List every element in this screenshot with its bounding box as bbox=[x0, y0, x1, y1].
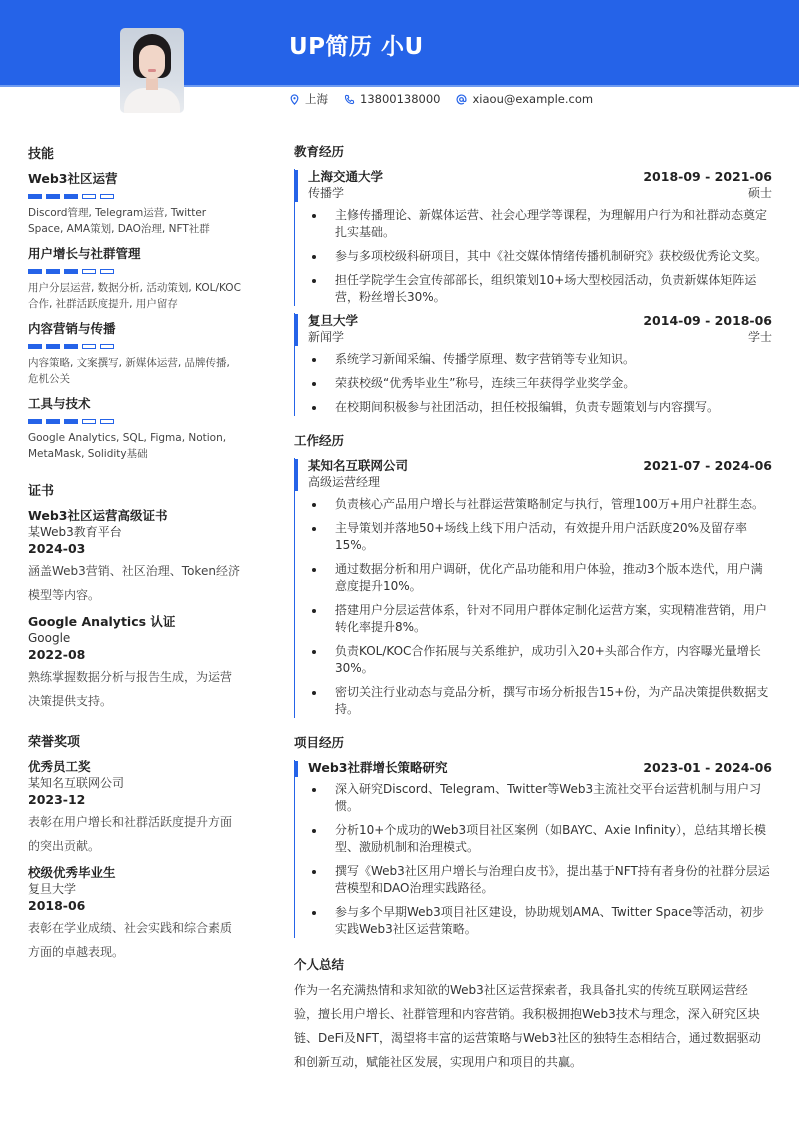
bullet-item: 主修传播理论、新媒体运营、社会心理学等课程，为理解用户行为和社群动态奠定扎实基础。 bbox=[308, 207, 772, 241]
location-text: 上海 bbox=[305, 92, 328, 106]
contact-phone bbox=[344, 92, 440, 106]
certificates-title: 证书 bbox=[28, 484, 55, 499]
bullet-item: 主导策划并落地50+场线上线下用户活动，有效提升用户活跃度20%及留存率15%。 bbox=[308, 520, 772, 554]
phone-text: 13800138000 bbox=[360, 92, 441, 106]
job-role: 高级运营经理 bbox=[308, 475, 381, 489]
cert-title: Web3社区运营高级证书 bbox=[28, 508, 168, 523]
avatar-photo bbox=[120, 28, 184, 113]
award-date: 2018-06 bbox=[28, 898, 86, 913]
skill-desc: Google Analytics, SQL, Figma, Notion, MetaMask, Solidity基础 bbox=[28, 432, 227, 460]
resume-name: UP简历 小U bbox=[289, 34, 424, 60]
degree: 硕士 bbox=[747, 186, 772, 200]
accent-bar bbox=[294, 761, 298, 777]
projects-title: 项目经历 bbox=[294, 735, 345, 750]
major: 传播学 bbox=[308, 186, 345, 200]
bullet-item: 撰写《Web3社区用户增长与治理白皮书》，提出基于NFT持有者身份的社群分层运营模型和DAO治理实践路径。 bbox=[308, 863, 772, 897]
cert-desc: 涵盖Web3营销、社区治理、Token经济模型等内容。 bbox=[28, 564, 240, 602]
cert-date: 2024-03 bbox=[28, 541, 86, 556]
contact-email bbox=[456, 92, 593, 106]
bullet-item: 负责KOL/KOC合作拓展与关系维护，成功引入20+头部合作方，内容曝光量增长30%。 bbox=[308, 643, 772, 677]
certificate-item bbox=[28, 507, 243, 607]
award-item bbox=[28, 864, 243, 964]
date-range: 2014-09 - 2018-06 bbox=[643, 313, 772, 328]
project-name: Web3社群增长策略研究 bbox=[308, 760, 448, 775]
phone-icon bbox=[344, 94, 355, 105]
date-range: 2021-07 - 2024-06 bbox=[643, 458, 772, 473]
bullet-list bbox=[308, 781, 772, 938]
bullet-item: 搭建用户分层运营体系，针对不同用户群体定制化运营方案，实现精准营销，用户转化率提升8%。 bbox=[308, 602, 772, 636]
bullet-list bbox=[308, 496, 772, 718]
award-item bbox=[28, 758, 243, 858]
award-desc: 表彰在用户增长和社群活跃度提升方面的突出贡献。 bbox=[28, 815, 233, 853]
bullet-list bbox=[308, 351, 772, 416]
education-title: 教育经历 bbox=[294, 144, 345, 159]
bullet-item: 参与多项校级科研项目，其中《社交媒体情绪传播机制研究》获校级优秀论文奖。 bbox=[308, 248, 772, 265]
contact-line bbox=[289, 91, 609, 107]
bullet-item: 参与多个早期Web3项目社区建设，协助规划AMA、Twitter Space等活动，初步实践Web3社区运营策略。 bbox=[308, 904, 772, 938]
summary-title: 个人总结 bbox=[294, 957, 345, 972]
skill-level-bar bbox=[28, 344, 243, 349]
degree: 学士 bbox=[747, 330, 772, 344]
skill-item bbox=[28, 320, 243, 387]
company-name: 某知名互联网公司 bbox=[308, 458, 409, 473]
award-desc: 表彰在学业成绩、社会实践和综合素质方面的卓越表现。 bbox=[28, 921, 233, 959]
bullet-list bbox=[308, 207, 772, 306]
skill-level-bar bbox=[28, 269, 243, 274]
skill-name: 工具与技术 bbox=[28, 396, 91, 411]
skill-item bbox=[28, 170, 243, 237]
accent-bar bbox=[294, 314, 298, 346]
cert-desc: 熟练掌握数据分析与报告生成，为运营决策提供支持。 bbox=[28, 670, 233, 708]
accent-bar bbox=[294, 459, 298, 491]
skill-desc: Discord管理, Telegram运营, Twitter Space, AMA策划, DAO治理, NFT社群 bbox=[28, 207, 210, 235]
at-sign-icon bbox=[456, 94, 467, 105]
education-entry bbox=[294, 169, 772, 306]
award-org: 某知名互联网公司 bbox=[28, 776, 125, 790]
bullet-item: 通过数据分析和用户调研，优化产品功能和用户体验，推动3个版本迭代，用户满意度提升10%。 bbox=[308, 561, 772, 595]
skill-name: 内容营销与传播 bbox=[28, 321, 116, 336]
cert-title: Google Analytics 认证 bbox=[28, 614, 176, 629]
awards-title: 荣誉奖项 bbox=[28, 735, 81, 750]
major: 新闻学 bbox=[308, 330, 345, 344]
work-entry bbox=[294, 458, 772, 718]
skill-item bbox=[28, 245, 243, 312]
location-pin-icon bbox=[289, 94, 300, 105]
skill-desc: 用户分层运营, 数据分析, 活动策划, KOL/KOC合作, 社群活跃度提升, 用户留存 bbox=[28, 282, 241, 310]
date-range: 2023-01 - 2024-06 bbox=[643, 760, 772, 775]
bullet-item: 荣获校级“优秀毕业生”称号，连续三年获得学业奖学金。 bbox=[308, 375, 772, 392]
bullet-item: 在校期间积极参与社团活动，担任校报编辑，负责专题策划与内容撰写。 bbox=[308, 399, 772, 416]
bullet-item: 负责核心产品用户增长与社群运营策略制定与执行，管理100万+用户社群生态。 bbox=[308, 496, 772, 513]
skill-level-bar bbox=[28, 194, 243, 199]
email-text[interactable]: xiaou@example.com bbox=[472, 92, 594, 106]
cert-date: 2022-08 bbox=[28, 647, 86, 662]
left-column bbox=[28, 143, 243, 964]
school-name: 复旦大学 bbox=[308, 313, 359, 328]
education-entry bbox=[294, 313, 772, 416]
contact-location bbox=[289, 91, 328, 107]
cert-org: Google bbox=[28, 631, 71, 645]
right-column bbox=[294, 143, 772, 1074]
skill-name: Web3社区运营 bbox=[28, 171, 118, 186]
award-org: 复旦大学 bbox=[28, 882, 77, 896]
summary-text: 作为一名充满热情和求知欲的Web3社区运营探索者，我具备扎实的传统互联网运营经验，擅长用户增长、社群管理和内容营销。我积极拥抱Web3技术与理念，深入研究区块链、DeFi及NFT，渴望将丰富的运营策略与Web3社区的独特生态相结合，通过数据驱动和创新互动，赋能社区发展，实现用户和项目的共赢。 bbox=[294, 983, 761, 1069]
award-date: 2023-12 bbox=[28, 792, 86, 807]
skills-title: 技能 bbox=[28, 147, 55, 162]
skill-level-bar bbox=[28, 419, 243, 424]
award-title: 校级优秀毕业生 bbox=[28, 865, 116, 880]
date-range: 2018-09 - 2021-06 bbox=[643, 169, 772, 184]
skill-item bbox=[28, 395, 243, 462]
project-entry bbox=[294, 760, 772, 938]
award-title: 优秀员工奖 bbox=[28, 759, 91, 774]
bullet-item: 密切关注行业动态与竞品分析，撰写市场分析报告15+份，为产品决策提供数据支持。 bbox=[308, 684, 772, 718]
work-title: 工作经历 bbox=[294, 433, 345, 448]
cert-org: 某Web3教育平台 bbox=[28, 525, 122, 539]
bullet-item: 担任学院学生会宣传部部长，组织策划10+场大型校园活动，负责新媒体矩阵运营，粉丝增长30%。 bbox=[308, 272, 772, 306]
bullet-item: 分析10+个成功的Web3项目社区案例（如BAYC、Axie Infinity），总结其增长模型、激励机制和治理模式。 bbox=[308, 822, 772, 856]
bullet-item: 系统学习新闻采编、传播学原理、数字营销等专业知识。 bbox=[308, 351, 772, 368]
bullet-item: 深入研究Discord、Telegram、Twitter等Web3主流社交平台运营机制与用户习惯。 bbox=[308, 781, 772, 815]
certificate-item bbox=[28, 613, 243, 713]
school-name: 上海交通大学 bbox=[308, 169, 384, 184]
skill-desc: 内容策略, 文案撰写, 新媒体运营, 品牌传播, 危机公关 bbox=[28, 357, 230, 385]
skill-name: 用户增长与社群管理 bbox=[28, 246, 141, 261]
accent-bar bbox=[294, 170, 298, 202]
